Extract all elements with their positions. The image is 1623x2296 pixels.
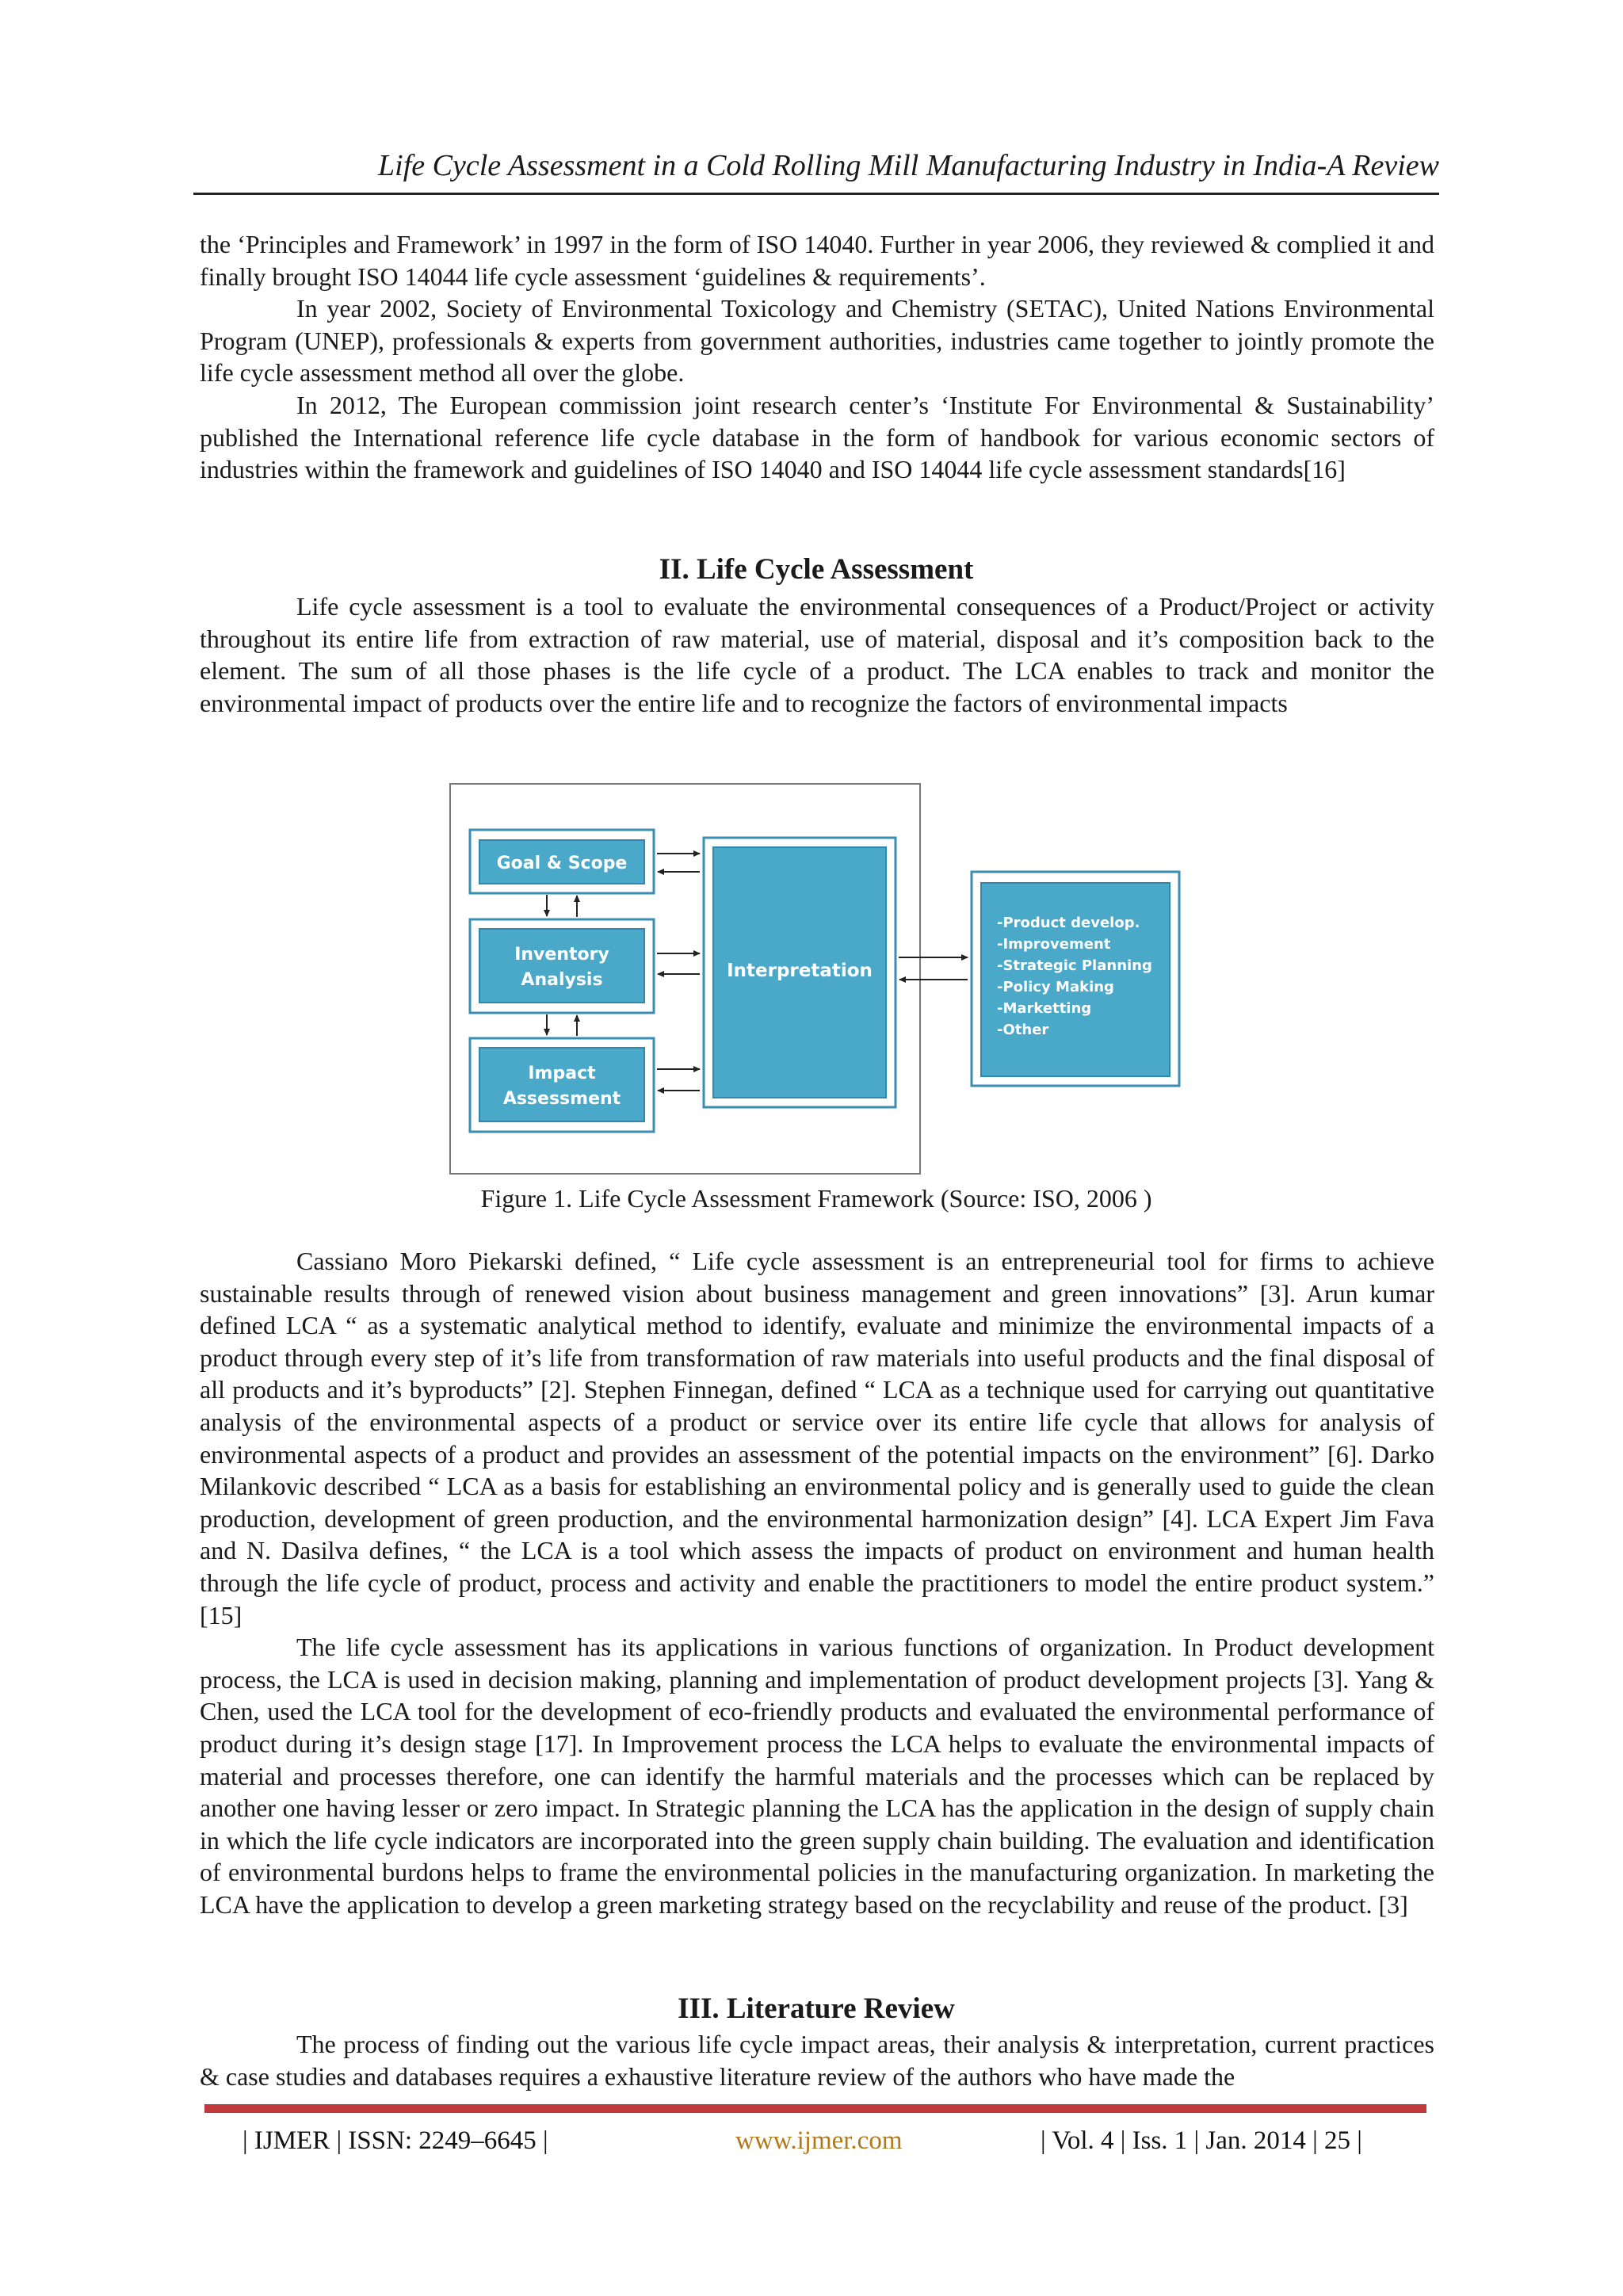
application-item: -Other (997, 1022, 1049, 1038)
interpretation-label: Interpretation (727, 961, 873, 981)
section-3-heading: III. Literature Review (678, 1992, 955, 2025)
application-item: -Marketting (997, 1000, 1092, 1017)
definitions-paragraph: Cassiano Moro Piekarski defined, “ Life cycle assessment is an entrepreneurial tool for firms to achieve sustainable results through of renewed vision about business management and green innovations” [3]. Arun kumar defined LCA “ as a systematic analytical method to identify, evaluate and minimize the environmental impacts of a product through every step of it’s life from transformation of raw materials into useful products and the final disposal of all products and it’s byproducts” [2]. Stephen Finnegan, defined “ LCA as a technique used for carrying out quantitative analysis of the environmental aspects of a product or service over its entire life cycle that allows for analysis of environmental aspects of a product and provides an assessment of the potential impacts on the environment” [6]. Darko Milankovic described “ LCA as a basis for establishing an environmental policy and is generally used to guide the clean production, development of green production, and the environmental harmonization design” [4]. LCA Expert Jim Fava and N. Dasilva defines, “ the LCA is a tool which assess the impacts of product on environment and human health through the life cycle of product, process and activity and enable the practitioners to model the entire product system.” [15] (200, 1247, 1434, 1629)
footer-rule (204, 2104, 1426, 2113)
inventory-label-line-1: Inventory (514, 945, 609, 965)
section-2-paragraph-1: Life cycle assessment is a tool to evaluate the environmental consequences of a Product/Project or activity throughout its entire life from extraction of raw material, use of material, disposal and it’s composition back to the element. The sum of all those phases is the life cycle of a product. The LCA enables to track and monitor the environmental impact of products over the entire life and to recognize the factors of environmental impacts (200, 592, 1434, 717)
section-3-paragraph-1: The process of finding out the various life cycle impact areas, their analysis & interpretation, current practices & case studies and databases requires a exhaustive literature review of the authors who have made the (200, 2030, 1434, 2091)
intro-paragraph-3: In 2012, The European commission joint research center’s ‘Institute For Environmental & Sustainability’ published the International reference life cycle database in the form of handbook for various economic sectors of industries within the framework and guidelines of ISO 14040 and ISO 14044 life cycle assessment standards[16] (200, 390, 1434, 484)
applications-paragraph: The life cycle assessment has its applications in various functions of organization. In Product development process, the LCA is used in decision making, planning and implementation of product development projects [3]. Yang & Chen, used the LCA tool for the development of eco-friendly products and evaluated the environmental performance of product during it’s design stage [17]. In Improvement process the LCA helps to evaluate the environmental impacts of material and processes therefore, one can identify the harmful materials and the processes which can be replaced by another one having lesser or zero impact. In Strategic planning the LCA has the application in the design of supply chain in which the life cycle indicators are incorporated into the green supply chain building. The evaluation and identification of environmental burdons helps to frame the environmental policies in the manufacturing organization. In marketing the LCA have the application to develop a green marketing strategy based on the recyclability and reuse of the product. [3] (200, 1633, 1434, 1919)
application-item: -Product develop. (997, 915, 1140, 931)
goal-scope-node (470, 830, 654, 893)
application-item: -Policy Making (997, 979, 1114, 995)
impact-assessment-node (470, 1038, 654, 1132)
intro-paragraph-1: the ‘Principles and Framework’ in 1997 in the form of ISO 14040. Further in year 2006, they reviewed & complied it and finally brought ISO 14044 life cycle assessment ‘guidelines & requirements’. (200, 230, 1434, 291)
goal-scope-label: Goal & Scope (496, 854, 628, 873)
impact-label-line-1: Impact (528, 1064, 596, 1083)
footer-journal: | IJMER | ISSN: 2249–6645 | (242, 2126, 548, 2155)
inventory-analysis-node (470, 919, 654, 1013)
applications-node (972, 872, 1179, 1086)
interpretation-node (704, 838, 896, 1107)
application-item: -Improvement (997, 936, 1111, 953)
footer-issue: | Vol. 4 | Iss. 1 | Jan. 2014 | 25 | (1041, 2126, 1362, 2155)
application-item: -Strategic Planning (997, 957, 1152, 974)
figure-caption: Figure 1. Life Cycle Assessment Framework (Source: ISO, 2006 ) (480, 1184, 1152, 1213)
running-header-title: Life Cycle Assessment in a Cold Rolling Mill Manufacturing Industry in India-A Review (378, 149, 1439, 182)
definitions-section (200, 1245, 1434, 1920)
footer-url[interactable]: www.ijmer.com (735, 2126, 903, 2155)
intro-paragraph-2: In year 2002, Society of Environmental Toxicology and Chemistry (SETAC), United Nations Environmental Program (UNEP), professionals & experts from government authorities, industries came together to jointly promote the life cycle assessment method all over the globe. (200, 294, 1434, 388)
impact-label-line-2: Assessment (502, 1089, 621, 1109)
section-2-heading: II. Life Cycle Assessment (659, 553, 974, 586)
section-3-body (200, 2028, 1434, 2092)
inventory-label-line-2: Analysis (521, 970, 603, 990)
